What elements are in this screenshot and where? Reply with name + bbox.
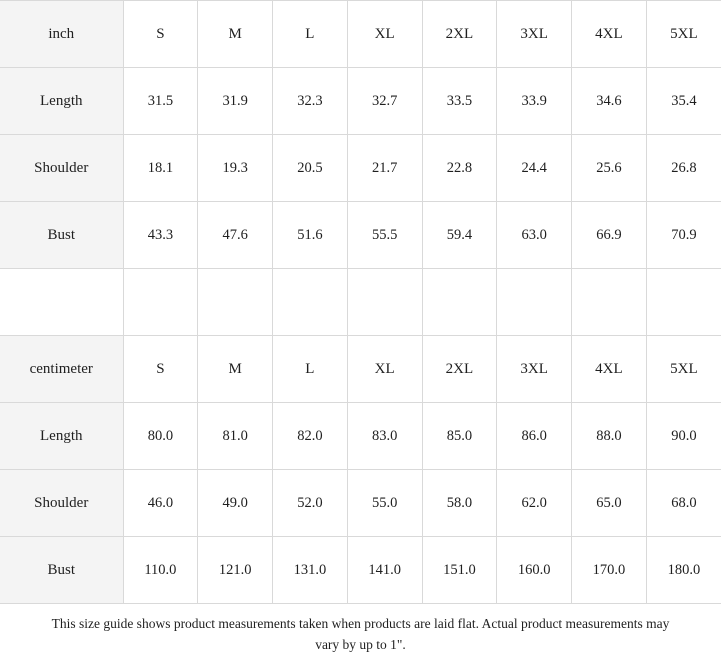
size-header-cm-xl: XL [347,336,422,403]
table-row [0,537,721,604]
size-guide-footnote: This size guide shows product measurements taken when products are laid flat. Actual product measurements may vary by up to 1". [51,616,670,652]
cell-bust-inch-m: 47.6 [198,202,273,269]
cell-length-inch-l: 32.3 [273,68,348,135]
row-label-bust-inch: Bust [0,202,123,269]
cell-shoulder-cm-l: 52.0 [273,470,348,537]
size-header-xl: XL [347,1,422,68]
size-header-cm-4xl: 4XL [572,336,647,403]
cell-length-cm-xl: 83.0 [347,403,422,470]
cell-bust-cm-3xl: 160.0 [497,537,572,604]
cell-length-cm-2xl: 85.0 [422,403,497,470]
cell-bust-cm-5xl: 180.0 [646,537,721,604]
spacer-cell [0,269,123,336]
row-label-length-cm: Length [0,403,123,470]
cell-length-inch-s: 31.5 [123,68,198,135]
size-header-5xl: 5XL [646,1,721,68]
size-header-cm-m: M [198,336,273,403]
cell-bust-inch-4xl: 66.9 [572,202,647,269]
cell-shoulder-inch-5xl: 26.8 [646,135,721,202]
size-header-s: S [123,1,198,68]
cell-length-cm-s: 80.0 [123,403,198,470]
cell-bust-cm-s: 110.0 [123,537,198,604]
table-row [0,202,721,269]
table-spacer-row [0,269,721,336]
spacer-cell [347,269,422,336]
cell-shoulder-cm-3xl: 62.0 [497,470,572,537]
cell-length-inch-3xl: 33.9 [497,68,572,135]
cell-length-cm-4xl: 88.0 [572,403,647,470]
table-row [0,470,721,537]
row-label-shoulder-cm: Shoulder [0,470,123,537]
cell-bust-inch-xl: 55.5 [347,202,422,269]
spacer-cell [273,269,348,336]
cell-bust-inch-2xl: 59.4 [422,202,497,269]
spacer-cell [497,269,572,336]
cell-length-inch-xl: 32.7 [347,68,422,135]
size-header-4xl: 4XL [572,1,647,68]
row-label-length-inch: Length [0,68,123,135]
table-row [0,135,721,202]
cell-bust-inch-5xl: 70.9 [646,202,721,269]
cell-shoulder-cm-2xl: 58.0 [422,470,497,537]
cell-bust-inch-s: 43.3 [123,202,198,269]
spacer-cell [198,269,273,336]
table-header-row-inch [0,1,721,68]
size-header-3xl: 3XL [497,1,572,68]
cell-bust-cm-2xl: 151.0 [422,537,497,604]
cell-length-inch-m: 31.9 [198,68,273,135]
spacer-cell [123,269,198,336]
cell-bust-cm-m: 121.0 [198,537,273,604]
spacer-cell [422,269,497,336]
size-header-2xl: 2XL [422,1,497,68]
cell-bust-inch-l: 51.6 [273,202,348,269]
unit-label-inch: inch [0,1,123,68]
cell-bust-inch-3xl: 63.0 [497,202,572,269]
spacer-cell [572,269,647,336]
cell-shoulder-cm-xl: 55.0 [347,470,422,537]
cell-length-cm-5xl: 90.0 [646,403,721,470]
spacer-cell [646,269,721,336]
cell-shoulder-inch-3xl: 24.4 [497,135,572,202]
cell-shoulder-inch-m: 19.3 [198,135,273,202]
cell-shoulder-inch-xl: 21.7 [347,135,422,202]
cell-length-inch-5xl: 35.4 [646,68,721,135]
cell-shoulder-inch-4xl: 25.6 [572,135,647,202]
table-row [0,68,721,135]
cell-bust-cm-l: 131.0 [273,537,348,604]
cell-bust-cm-xl: 141.0 [347,537,422,604]
cell-bust-cm-4xl: 170.0 [572,537,647,604]
cell-shoulder-inch-2xl: 22.8 [422,135,497,202]
size-header-cm-l: L [273,336,348,403]
cell-shoulder-cm-5xl: 68.0 [646,470,721,537]
row-label-bust-cm: Bust [0,537,123,604]
size-header-m: M [198,1,273,68]
cell-shoulder-inch-l: 20.5 [273,135,348,202]
cell-shoulder-cm-4xl: 65.0 [572,470,647,537]
cell-length-cm-l: 82.0 [273,403,348,470]
cell-shoulder-cm-s: 46.0 [123,470,198,537]
cell-length-inch-4xl: 34.6 [572,68,647,135]
size-header-l: L [273,1,348,68]
cell-shoulder-inch-s: 18.1 [123,135,198,202]
unit-label-centimeter: centimeter [0,336,123,403]
row-label-shoulder-inch: Shoulder [0,135,123,202]
cell-length-cm-m: 81.0 [198,403,273,470]
table-header-row-centimeter [0,336,721,403]
size-header-cm-3xl: 3XL [497,336,572,403]
cell-length-cm-3xl: 86.0 [497,403,572,470]
cell-length-inch-2xl: 33.5 [422,68,497,135]
table-row [0,403,721,470]
size-header-cm-5xl: 5XL [646,336,721,403]
size-header-cm-s: S [123,336,198,403]
cell-shoulder-cm-m: 49.0 [198,470,273,537]
size-header-cm-2xl: 2XL [422,336,497,403]
